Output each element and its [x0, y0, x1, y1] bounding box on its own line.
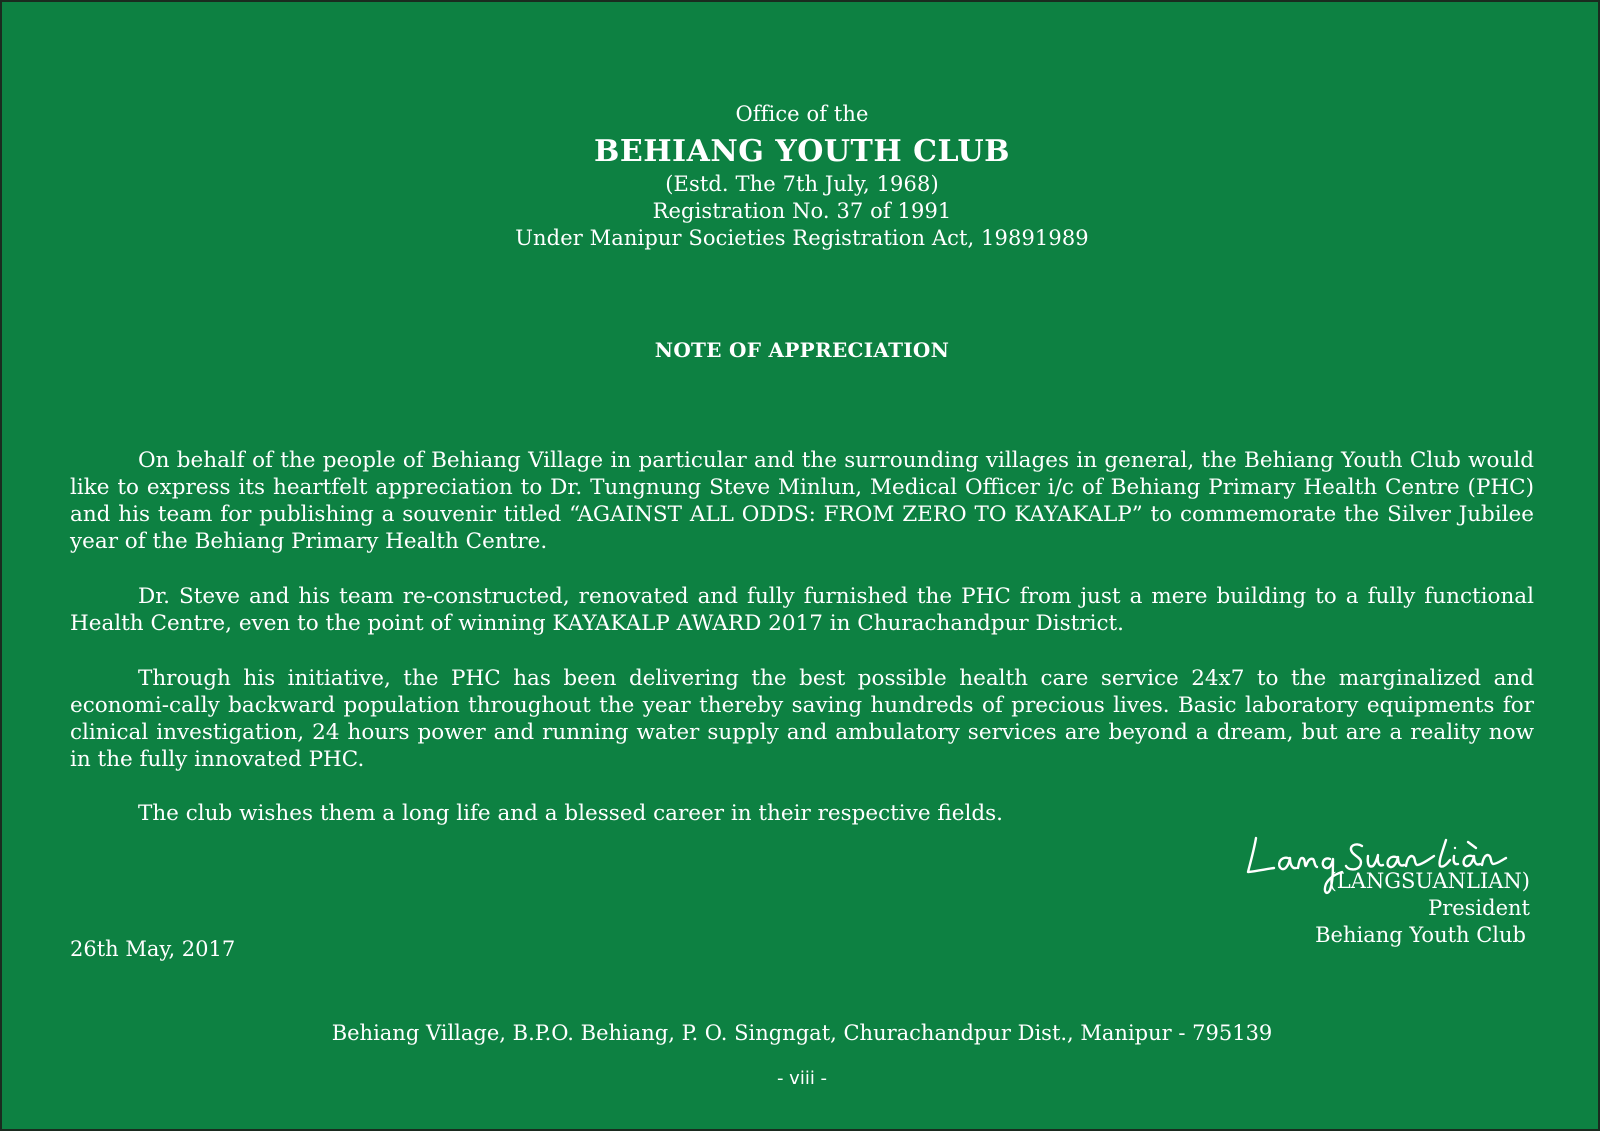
paragraph-2: Dr. Steve and his team re-constructed, renovated and fully furnished the PHC from just a mere building to a fully functional Health Centre, even to the point of winning KAYAKALP AWARD 2017 in Churachandpur District. [70, 584, 1534, 636]
page-number: - viii - [776, 1068, 828, 1089]
letter-body [70, 447, 1534, 555]
paragraph-1: On behalf of the people of Behiang Village in particular and the surrounding villages in general, the Behiang Youth Club would like to express its heartfelt appreciation to Dr. Tungnung Steve Minlun, Medical Officer i/c of Behiang Primary Health Centre (PHC) and his team for publishing a souvenir titled “AGAINST ALL ODDS: FROM ZERO TO KAYAKALP” to commemorate the Silver Jubilee year of the Behiang Primary Health Centre. [70, 448, 1534, 554]
signatory-name: (LANGSUANLIAN) [1328, 869, 1530, 893]
organization-name: BEHIANG YOUTH CLUB [593, 134, 1011, 169]
letter-date: 26th May, 2017 [70, 937, 236, 961]
footer-address: Behiang Village, B.P.O. Behiang, P. O. Singngat, Churachandpur Dist., Manipur - 795139 [331, 1021, 1273, 1045]
paragraph-3: Through his initiative, the PHC has been delivering the best possible health care service 24x7 to the marginalized and economi-cally backward population throughout the year thereby saving hundreds of precious lives. Basic laboratory equipments for clinical investigation, 24 hours power and running water supply and ambulatory services are beyond a dream, but are a reality now in the fully innovated PHC. [70, 666, 1534, 772]
registration-number: Registration No. 37 of 1991 [652, 199, 952, 223]
letter-body-2 [70, 583, 1534, 637]
letter-body-3 [70, 665, 1534, 773]
paragraph-4: The club wishes them a long life and a blessed career in their respective fields. [138, 801, 1003, 826]
registration-act: Under Manipur Societies Registration Act, 19891989 [515, 226, 1089, 250]
note-title: NOTE OF APPRECIATION [654, 338, 950, 362]
office-of-label: Office of the [735, 102, 869, 126]
letter-body-4 [70, 800, 1534, 827]
signatory-designation: President [1428, 896, 1530, 920]
established-date: (Estd. The 7th July, 1968) [665, 172, 939, 196]
signatory-organization: Behiang Youth Club [1315, 923, 1526, 947]
